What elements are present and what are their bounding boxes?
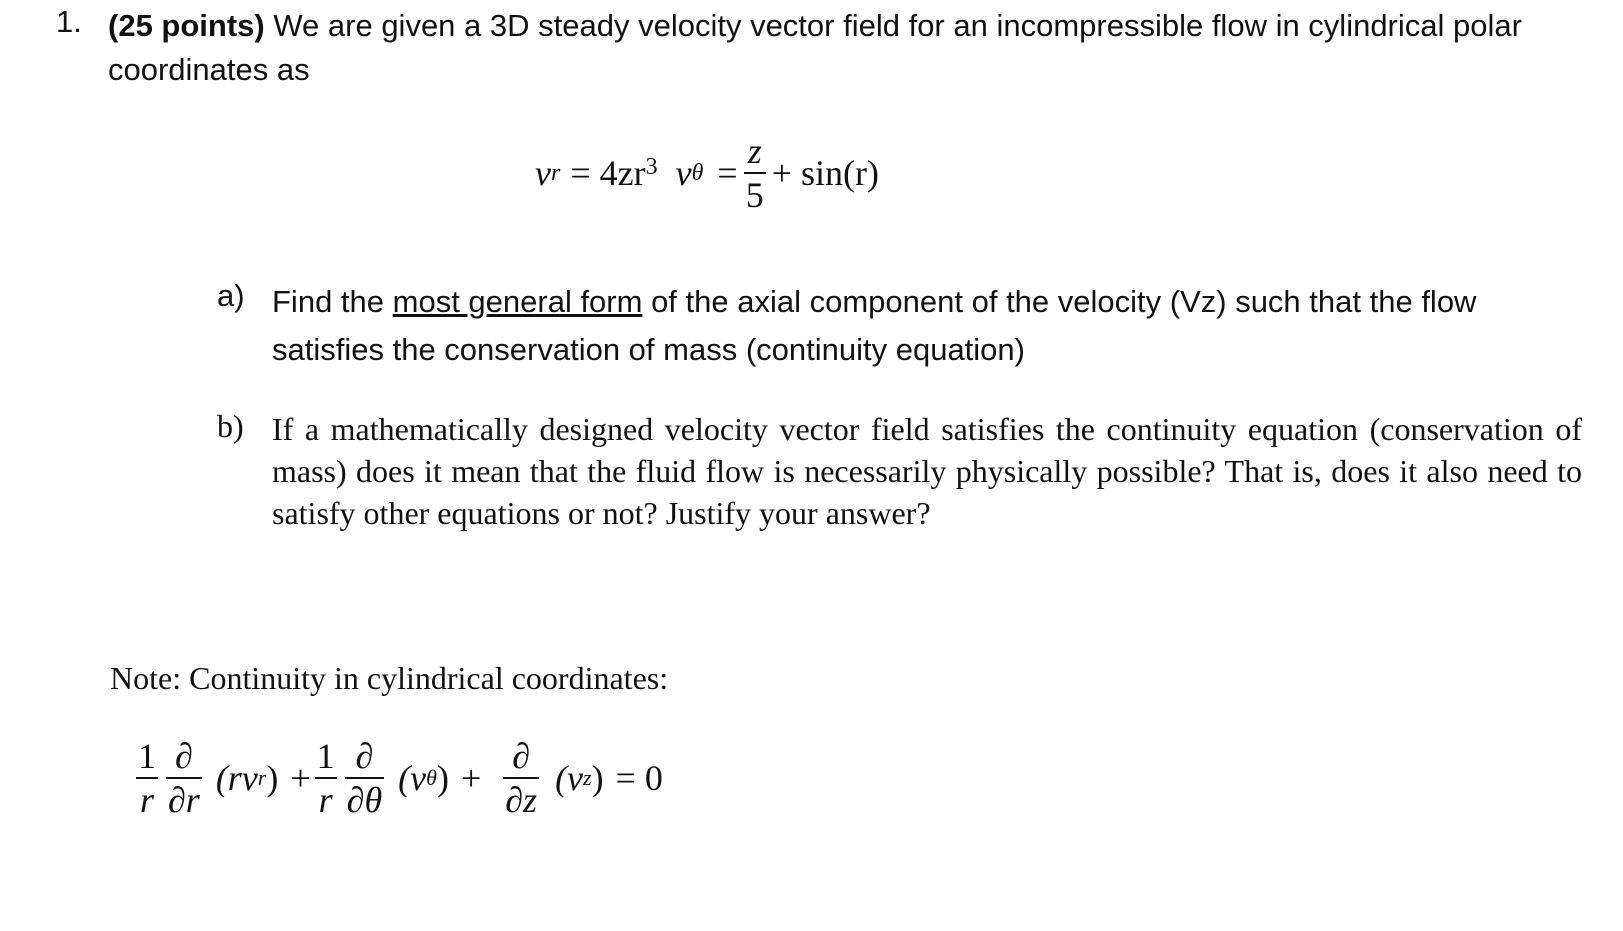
fraction-bar [744, 172, 766, 174]
vz-subscript: z [583, 765, 592, 790]
one-over-r-fraction-2 [315, 738, 337, 818]
vz-term: (v [555, 758, 584, 798]
vz-close: ) [591, 758, 604, 798]
partial-theta: ∂θ [346, 780, 383, 820]
partial-theta-fraction [345, 738, 384, 818]
velocity-equation [535, 128, 1015, 218]
partial-symbol: ∂ [175, 736, 193, 776]
part-b-label: b) [217, 408, 244, 444]
sin-term: + sin(r) [771, 153, 879, 193]
vtheta-term: (v [398, 758, 427, 798]
fraction-numerator: z [747, 131, 762, 171]
vr-expression: = 4zr [570, 153, 646, 193]
rvr-subscript: r [257, 765, 267, 790]
part-b-text: If a mathematically designed velocity vector field satisfies the continuity equation (conservation of mass) does it mean that the fluid flow is necessarily physically possible? That is, does it also need to satisfy other equations or not? Justify your answer? [272, 411, 1582, 531]
plus-sign-2: + [460, 758, 482, 798]
frac-r: r [139, 780, 154, 820]
vtheta-close: ) [436, 758, 449, 798]
partial-r: ∂r [168, 780, 200, 820]
vtheta-subscript: θ [691, 159, 704, 186]
vtheta-symbol: v [675, 153, 692, 193]
plus-sign: + [290, 758, 311, 798]
note-text: Note: Continuity in cylindrical coordinates: [110, 660, 669, 696]
part-a-text-before: Find the [272, 284, 393, 319]
part-a-text-after: of the axial component of the velocity (Vz) such that the flow satisfies the conservation of mass (continuity equation) [272, 284, 1477, 367]
part-a-label: a) [217, 278, 245, 313]
fraction-bar [345, 777, 384, 779]
part-a-text [272, 278, 1582, 374]
frac-one: 1 [138, 736, 156, 776]
z-over-5-fraction [744, 133, 766, 213]
fraction-bar [315, 777, 337, 779]
partial-symbol: ∂ [512, 736, 531, 776]
part-a-underlined: most general form [392, 284, 643, 319]
partial-z: ∂z [505, 780, 538, 820]
vr-symbol: v [535, 153, 551, 193]
points-label: (25 points) [108, 8, 265, 43]
frac-one: 1 [316, 736, 335, 776]
continuity-equation [136, 718, 916, 838]
partial-r-fraction [166, 738, 202, 818]
problem-statement [108, 4, 1583, 92]
partial-z-fraction [503, 738, 539, 818]
fraction-bar [136, 777, 158, 779]
vr-subscript: r [550, 159, 561, 186]
vtheta-equals: = [717, 153, 738, 193]
fraction-bar [166, 777, 202, 779]
one-over-r-fraction [136, 738, 158, 818]
rvr-term: (rv [215, 758, 258, 798]
vr-exponent: 3 [645, 153, 658, 180]
problem-number: 1. [56, 4, 82, 39]
fraction-denominator: 5 [745, 175, 764, 215]
statement-text: We are given a 3D steady velocity vector field for an incompressible flow in cylindrical polar coordinates as [108, 8, 1522, 87]
partial-symbol: ∂ [355, 736, 374, 776]
frac-r: r [318, 780, 333, 820]
vtheta-term-subscript: θ [426, 765, 437, 790]
equals-zero: = 0 [615, 758, 663, 798]
rvr-close: ) [266, 758, 279, 798]
fraction-bar [503, 777, 539, 779]
